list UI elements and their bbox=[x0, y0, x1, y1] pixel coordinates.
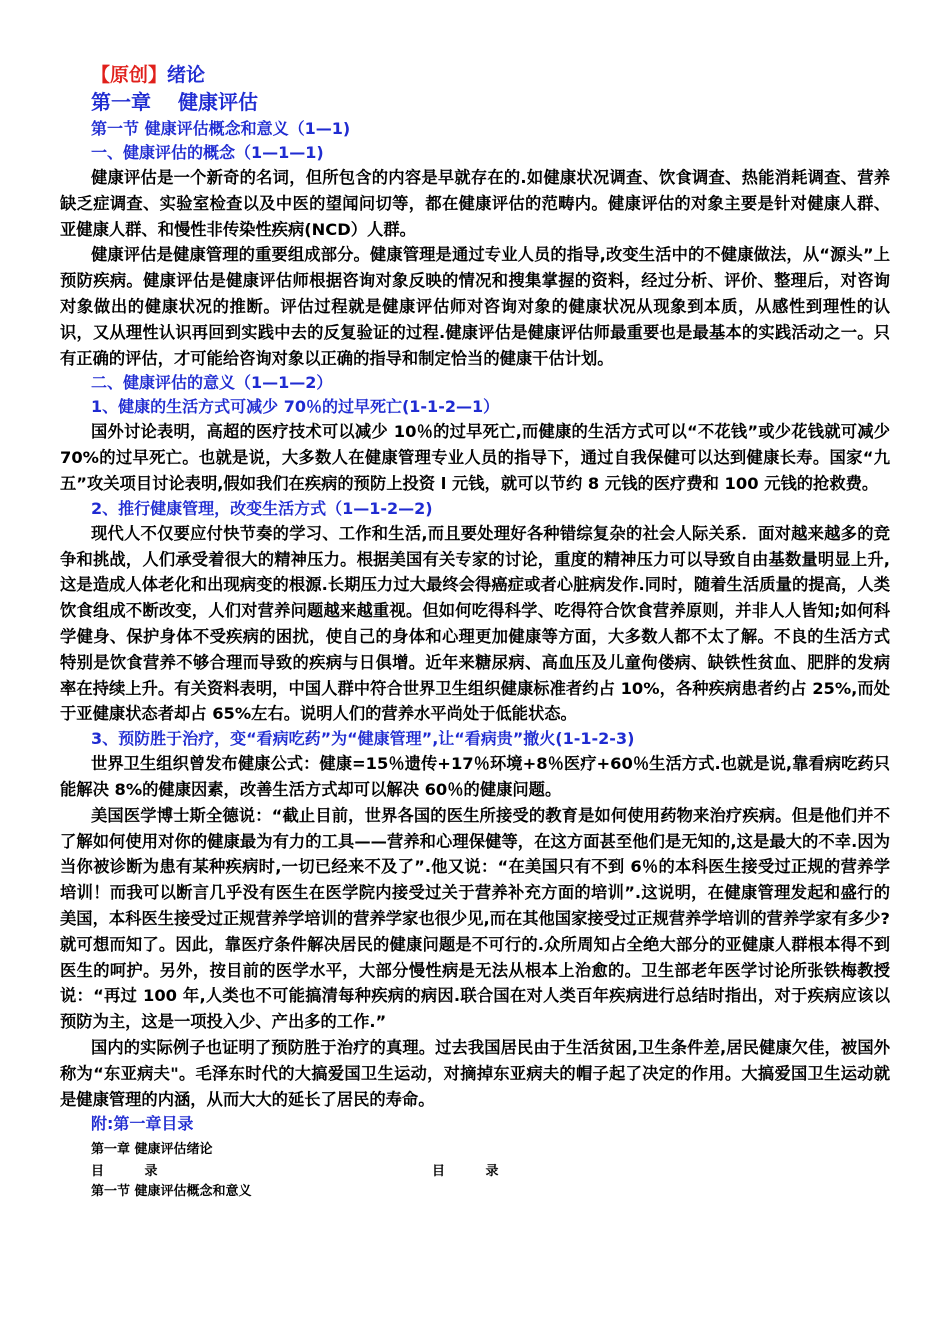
paragraph-point-3a: 世界卫生组织曾发布健康公式：健康=15％遗传+17％环境+8％医疗+60％生活方式.也就是说,靠看病吃药只能解决 8%的健康因素，改善生活方式却可以解决 60％的健康问题。 bbox=[60, 754, 890, 799]
paragraph-point-2: 现代人不仅要应付快节奏的学习、工作和生活,而且要处理好各种错综复杂的社会人际关系．面对越来越多的竞争和挑战，人们承受着很大的精神压力。根据美国有关专家的讨论，重度的精神压力可以导致自由基数量明显上升,这是造成人体老化和出现病变的根源.长期压力过大最终会得癌症或者心脏病发作.同时，随着生活质量的提高，人类饮食组成不断改变，人们对营养问题越来越重视。但如何吃得科学、吃得符合饮食营养原则，并非人人皆知;如何科学健身、保护身体不受疾病的困扰，使自己的身体和心理更加健康等方面，大多数人都不太了解。不良的生活方式特别是饮食营养不够合理而导致的疾病与日俱增。近年来糖尿病、高血压及儿童佝偻病、缺铁性贫血、肥胖的发病率在持续上升。有关资料表明，中国人群中符合世界卫生组织健康标准者约占 10%，各种疾病患者约占 25%,而处于亚健康状态者却占 65%左右。说明人们的营养水平尚处于低能状态。 bbox=[60, 523, 890, 724]
paragraph-point-1: 国外讨论表明，高超的医疗技术可以减少 10％的过早死亡,而健康的生活方式可以“不花钱”或少花钱就可减少 70%的过早死亡。也就是说，大多数人在健康管理专业人员的指导下，通过自我保健可以达到健康长寿。国家“九五”攻关项目讨论表明,假如我们在疾病的预防上投资 l 元钱，就可以节约 8 元钱的医疗费和 100 元钱的抢救费。 bbox=[60, 422, 890, 493]
subsection-heading-meaning: 二、健康评估的意义（1—1—2） bbox=[91, 373, 333, 393]
point-heading-2: 2、推行健康管理，改变生活方式（1—1-2—2) bbox=[91, 498, 433, 518]
point-heading-1: 1、健康的生活方式可减少 70％的过早死亡(1-1-2—1） bbox=[91, 397, 500, 417]
paragraph-concept-1: 健康评估是一个新奇的名词，但所包含的内容是早就存在的.如健康状况调查、饮食调查、热能消耗调查、营养缺乏症调查、实验室检查以及中医的望闻问切等，都在健康评估的范畴内。健康评估的对象主要是针对健康人群、亚健康人群、和慢性非传染性疾病(NCD）人群。 bbox=[60, 168, 890, 239]
chapter-heading: 第一章 健康评估 bbox=[91, 90, 258, 114]
original-tag: 【原创】 bbox=[91, 64, 168, 86]
subsection-heading-concept: 一、健康评估的概念（1—1—1) bbox=[91, 143, 324, 162]
toc-label-right: 目 录 bbox=[432, 1164, 517, 1180]
point-heading-3: 3、预防胜于治疗，变“看病吃药”为“健康管理”,让“看病贵”撤火(1-1-2-3) bbox=[91, 729, 635, 749]
appendix-heading: 附:第一章目录 bbox=[91, 1114, 194, 1134]
document-page bbox=[60, 62, 890, 1202]
toc-chapter: 第一章 健康评估绪论 bbox=[91, 1142, 213, 1158]
toc-item: 第一节 健康评估概念和意义 bbox=[91, 1184, 252, 1200]
paragraph-point-3b: 美国医学博士斯全德说：“截止目前，世界各国的医生所接受的教育是如何使用药物来治疗疾病。但是他们并不了解如何使用对你的健康最为有力的工具——营养和心理保健等，在这方面甚至他们是无知的,这是最大的不幸.因为当你被诊断为患有某种疾病时,一切已经来不及了”.他又说：“在美国只有不到 6％的本科医生接受过正规的营养学培训！而我可以断言几乎没有医生在医学院内接受过关于营养补充方面的培训”.这说明，在健康管理发起和盛行的美国，本科医生接受过正规营养学培训的营养学家也很少见,而在其他国家接受过正规营养学培训的营养学家有多少?就可想而知了。因此，靠医疗条件解决居民的健康问题是不可行的.众所周知占全绝大部分的亚健康人群根本得不到医生的呵护。另外，按目前的医学水平，大部分慢性病是无法从根本上治愈的。卫生部老年医学讨论所张铁梅教授说：“再过 100 年,人类也不可能搞清每种疾病的病因.联合国在对人类百年疾病进行总结时指出，对于疾病应该以预防为主，这是一项投入少、产出多的工作.” bbox=[60, 805, 890, 1032]
section-heading: 第一节 健康评估概念和意义（1—1) bbox=[91, 119, 351, 138]
title-text: 绪论 bbox=[167, 64, 206, 86]
toc-header-row bbox=[91, 1162, 890, 1182]
document-title bbox=[91, 62, 890, 89]
paragraph-concept-2: 健康评估是健康管理的重要组成部分。健康管理是通过专业人员的指导,改变生活中的不健康做法，从“源头”上预防疾病。健康评估是健康评估师根据咨询对象反映的情况和搜集掌握的资料，经过分析、评价、整理后，对咨询对象做出的健康状况的推断。评估过程就是健康评估师对咨询对象的健康状况从现象到本质，从感性到理性的认识，又从理性认识再回到实践中去的反复验证的过程.健康评估是健康评估师最重要也是最基本的实践活动之一。只有正确的评估，才可能给咨询对象以正确的指导和制定恰当的健康干估计划。 bbox=[60, 245, 890, 368]
toc-label-left: 目 录 bbox=[91, 1164, 176, 1180]
paragraph-point-3c: 国内的实际例子也证明了预防胜于治疗的真理。过去我国居民由于生活贫困,卫生条件差,居民健康欠佳，被国外称为“东亚病夫"。毛泽东时代的大搞爱国卫生运动，对摘掉东亚病夫的帽子起了决定的作用。大搞爱国卫生运动就是健康管理的内涵，从而大大的延长了居民的寿命。 bbox=[60, 1037, 890, 1109]
